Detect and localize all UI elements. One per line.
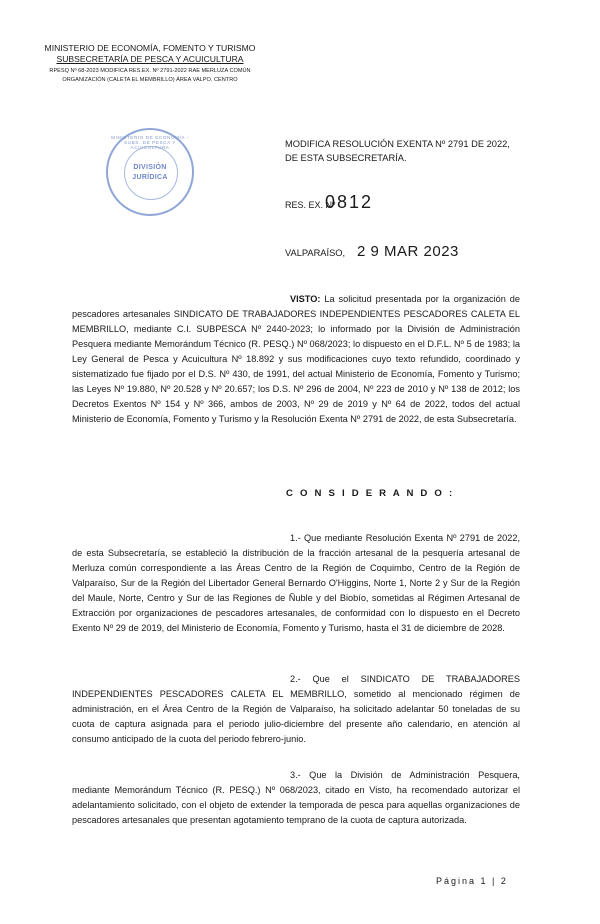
resolution-label: RES. EX. Nº [285,200,336,210]
considerando-paragraph-2: 2.- Que el SINDICATO DE TRABAJADORES INDEPENDIENTES PESCADORES CALETA EL MEMBRILLO, sometido al mencionado régimen de administración, en el Área Centro de la Región de Valparaíso, ha solicitado adelantar 50 toneladas de su cuota de captura asignada para el periodo julio-diciembre del presente año calendario, en atención al consumo anticipado de la cuota del periodo febrero-junio. [72,674,520,745]
header-reference-line: RPESQ Nº 68-2023 MODIFICA RES.EX. Nº 2791-2022 RAE MERLUZA COMÚN [49,68,251,74]
considerando-paragraph-1: 1.- Que mediante Resolución Exenta Nº 2791 de 2022, de esta Subsecretaría, se estableció la distribución de la fracción artesanal de la pesquería artesanal de Merluza común correspondiente a las Áreas Centro de la Región de Coquimbo, Centro de la Región de Valparaíso, Sur de la Región del Libertador General Bernardo O'Higgins, Norte 1, Norte 2 y Sur de la Región del Maule, Norte, Centro y Sur de las Regiones de Ñuble y del Biobío, sometidas al Régimen Artesanal de Extracción por organizaciones de pescadores artesanales, de conformidad con lo dispuesto en el Decreto Exento Nº 29 de 2019, del Ministerio de Economía, Fomento y Turismo, hasta el 31 de diciembre de 2028. [72,533,520,634]
ministry-name: MINISTERIO DE ECONOMÍA, FOMENTO Y TURISMO [44,43,256,53]
stamp-juridica-label: JURÍDICA [132,174,168,181]
stamp-inner-ring [124,146,178,200]
reference-line-1: MODIFICA RESOLUCIÓN EXENTA Nº 2791 DE 2022, [285,139,510,149]
resolution-date: 2 9 MAR 2023 [357,243,459,260]
reference-line-2: DE ESTA SUBSECRETARÍA. [285,153,407,163]
considerando-paragraph-3: 3.- Que la División de Administración Pesquera, mediante Memorándum Técnico (R. PESQ.) Nº 068/2023, citado en Visto, ha recomendado autorizar el adelantamiento solicitado, con el objeto de extender la temporada de pesca para aquellas organizaciones de pescadores artesanales que presentan agotamiento temprano de la cuota de captura autorizada. [72,770,520,826]
header-organization-line: ORGANIZACIÓN (CALETA EL MEMBRILLO) ÁREA VALPO. CENTRO [62,77,238,83]
resolution-number: 0812 [325,192,374,212]
stamp-division-label: DIVISIÓN [133,164,167,171]
visto-text: La solicitud presentada por la organización de pescadores artesanales SINDICATO DE TRABAJADORES INDEPENDIENTES PESCADORES CALETA EL MEMBRILLO, mediante C.I. SUBPESCA Nº 2440-2023; lo informado por la División de Administración Pesquera mediante Memorándum Técnico (R. PESQ.) Nº 068/2023; lo dispuesto en el D.F.L. Nº 5 de 1983; la Ley General de Pesca y Acuicultura Nº 18.892 y sus modificaciones cuyo texto refundido, coordinado y sistematizado fue fijado por el D.S. Nº 430, de 1991, del actual Ministerio de Economía, Fomento y Turismo; las Leyes Nº 19.880, Nº 20.528 y Nº 20.657; los D.S. Nº 296 de 2004, Nº 223 de 2010 y Nº 138 de 2012; los Decretos Exentos Nº 154 y Nº 366, ambos de 2003, Nº 29 de 2019 y Nº 64 de 2022, todos del actual Ministerio de Economía, Fomento y Turismo y la Resolución Exenta Nº 2791 de 2022, de esta Subsecretaría. [72,294,520,425]
division-juridica-stamp [106,128,194,216]
visto-label: VISTO: [290,294,321,304]
page-number: Página 1 | 2 [436,876,508,886]
city-name: VALPARAÍSO, [285,248,346,258]
stamp-ring-text: MINISTERIO DE ECONOMÍA - SUBS. DE PESCA Y ACUICULTURA [111,135,189,150]
considerando-heading: C O N S I D E R A N D O : [286,488,455,499]
visto-paragraph [72,292,520,427]
subsecretaria-name: SUBSECRETARÍA DE PESCA Y ACUICULTURA [56,54,244,64]
